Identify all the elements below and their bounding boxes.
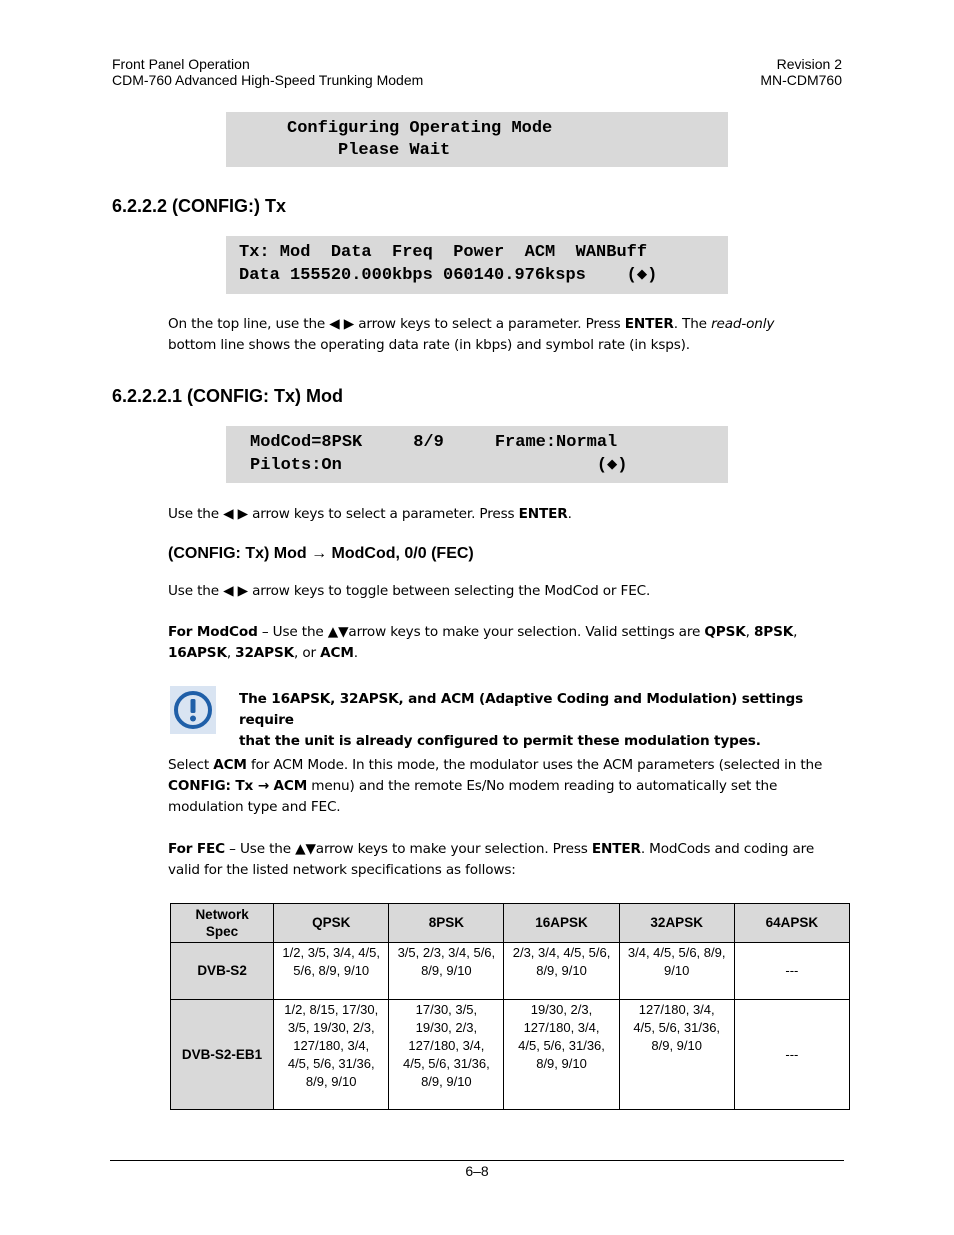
- table-cell: 2/3, 3/4, 4/5, 5/6, 8/9, 9/10: [504, 943, 619, 1000]
- section-heading-config-tx-mod: 6.2.2.2.1 (CONFIG: Tx) Mod: [112, 386, 344, 406]
- table-cell: 17/30, 3/5, 19/30, 2/3, 127/180, 3/4, 4/5, 5/6, 31/36, 8/9, 9/10: [389, 1000, 504, 1110]
- lcd-line-2: Please Wait: [236, 141, 451, 160]
- header-right: [760, 56, 842, 88]
- header-section-title: Front Panel Operation: [112, 56, 250, 72]
- lcd-display-configuring: [226, 112, 728, 167]
- table-header-cell: 8PSK: [389, 904, 504, 943]
- important-notice-text: The 16APSK, 32APSK, and ACM (Adaptive Coding and Modulation) settings require that the unit is already configured to permit these modulation types.: [239, 691, 804, 749]
- header-product-name: CDM-760 Advanced High-Speed Trunking Modem: [112, 72, 424, 88]
- table-cell: 127/180, 3/4, 4/5, 5/6, 31/36, 8/9, 9/10: [619, 1000, 734, 1110]
- paragraph-toggle: Use the ◀ ▶ arrow keys to toggle between selecting the ModCod or FEC.: [168, 583, 651, 599]
- paragraph-tx-instructions: On the top line, use the ◀ ▶ arrow keys to select a parameter. Press ENTER. The read-only bottom line shows the operating data rate (in kbps) and symbol rate (in ksps).: [168, 316, 775, 353]
- lcd-display-tx: [226, 236, 728, 294]
- paragraph-acm-mode: Select ACM for ACM Mode. In this mode, the modulator uses the ACM parameters (selected in the CONFIG: Tx → ACM menu) and the remote Es/No modem reading to automatically set the modulation type and FEC.: [168, 757, 823, 815]
- table-cell: 3/4, 4/5, 5/6, 8/9, 9/10: [619, 943, 734, 1000]
- table-row: [171, 943, 850, 1000]
- lcd-line-1: ModCod=8PSK 8/9 Frame:Normal: [250, 433, 618, 452]
- table-header-cell: Network Spec: [171, 904, 274, 943]
- lcd-line-2: Data 155520.000kbps 060140.976ksps (◆): [239, 266, 658, 285]
- paragraph-for-fec: For FEC – Use the ▲▼arrow keys to make your selection. Press ENTER. ModCods and coding are valid for the listed network specifications as follows:: [168, 841, 815, 878]
- header-manual-number: MN-CDM760: [760, 72, 842, 88]
- table-cell: ---: [734, 943, 849, 1000]
- lcd-line-1: Tx: Mod Data Freq Power ACM WANBuff: [239, 243, 648, 262]
- important-notice-icon: [170, 686, 216, 734]
- header-revision: Revision 2: [776, 56, 842, 72]
- page-number: 6–8: [465, 1163, 489, 1179]
- paragraph-mod-instructions: Use the ◀ ▶ arrow keys to select a parameter. Press ENTER.: [168, 506, 572, 522]
- subheading-modcod-fec: (CONFIG: Tx) Mod → ModCod, 0/0 (FEC): [168, 545, 474, 562]
- section-heading-config-tx: 6.2.2.2 (CONFIG:) Tx: [112, 196, 287, 216]
- lcd-line-2: Pilots:On (◆): [250, 456, 628, 475]
- table-header-cell: 32APSK: [619, 904, 734, 943]
- table-cell: ---: [734, 1000, 849, 1110]
- table-header-cell: 64APSK: [734, 904, 849, 943]
- lcd-display-modcod: [226, 426, 728, 483]
- table-cell-spec: DVB-S2: [171, 943, 274, 1000]
- header-left: [112, 56, 423, 88]
- table-cell: 19/30, 2/3, 127/180, 3/4, 4/5, 5/6, 31/36, 8/9, 9/10: [504, 1000, 619, 1110]
- table-cell: 1/2, 3/5, 3/4, 4/5, 5/6, 8/9, 9/10: [274, 943, 389, 1000]
- table-header-row: [171, 904, 850, 943]
- table-cell-spec: DVB-S2-EB1: [171, 1000, 274, 1110]
- footer-divider: [110, 1160, 844, 1161]
- lcd-line-1: Configuring Operating Mode: [236, 119, 553, 138]
- paragraph-for-modcod: For ModCod – Use the ▲▼arrow keys to make your selection. Valid settings are QPSK, 8PSK, 16APSK, 32APSK, or ACM.: [168, 624, 798, 661]
- table-header-cell: QPSK: [274, 904, 389, 943]
- table-header-cell: 16APSK: [504, 904, 619, 943]
- table-row: [171, 1000, 850, 1110]
- table-cell: 1/2, 8/15, 17/30, 3/5, 19/30, 2/3, 127/180, 3/4, 4/5, 5/6, 31/36, 8/9, 9/10: [274, 1000, 389, 1110]
- modcod-spec-table: [170, 903, 850, 1110]
- table-cell: 3/5, 2/3, 3/4, 5/6, 8/9, 9/10: [389, 943, 504, 1000]
